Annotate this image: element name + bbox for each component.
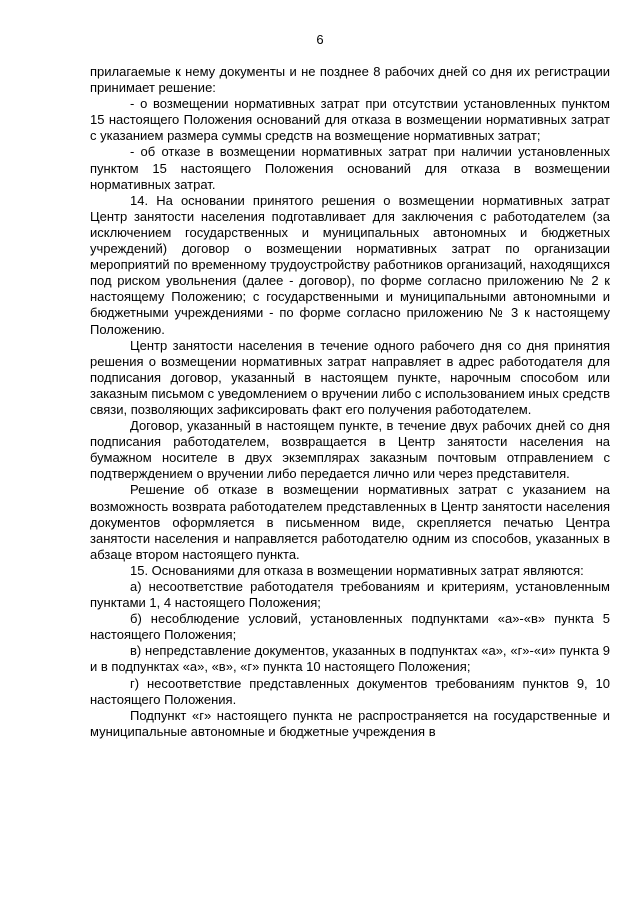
paragraph-decision-approve: - о возмещении нормативных затрат при отсутствии установленных пунктом 15 настоящего Положения оснований для отказа в возмещении нормативных затрат с указанием размера суммы средств на возмещение нормативных затрат; — [90, 96, 610, 144]
paragraph-item-15-g: г) несоответствие представленных документов требованиям пунктов 9, 10 настоящего Положения. — [90, 675, 610, 707]
paragraph-continuation: прилагаемые к нему документы и не позднее 8 рабочих дней со дня их регистрации принимает решение: — [90, 64, 610, 96]
paragraph-item-14-refusal: Решение об отказе в возмещении нормативных затрат с указанием на возможность возврата работодателем представленных в Центр занятости населения документов оформляется в письменном виде, скрепляется печатью Центра занятости населения и направляется работодателю одним из способов, указанных в абзаце втором настоящего пункта. — [90, 482, 610, 562]
paragraph-item-14-sending: Центр занятости населения в течение одного рабочего дня со дня принятия решения о возмещении нормативных затрат направляет в адрес работодателя для подписания договор, указанный в настоящем пункте, нарочным способом или заказным письмом с уведомлением о вручении либо с использованием иных средств связи, позволяющих зафиксировать факт его получения работодателем. — [90, 337, 610, 417]
paragraph-item-15: 15. Основаниями для отказа в возмещении нормативных затрат являются: — [130, 562, 584, 578]
paragraph-item-15-v: в) непредставление документов, указанных в подпунктах «а», «г»-«и» пункта 9 и в подпунктах «а», «в», «г» пункта 10 настоящего Положения; — [90, 643, 610, 675]
paragraph-decision-refuse: - об отказе в возмещении нормативных затрат при наличии установленных пунктом 15 настоящего Положения оснований для отказа в возмещении нормативных затрат. — [90, 144, 610, 192]
document-body — [90, 64, 610, 740]
page-number: 6 — [316, 32, 324, 47]
paragraph-item-14-return: Договор, указанный в настоящем пункте, в течение двух рабочих дней со дня подписания работодателем, возвращается в Центр занятости населения на бумажном носителе в двух экземплярах заказным почтовым отправлением с подтверждением о вручении либо передается лично или через представителя. — [90, 418, 610, 482]
paragraph-item-15-a: а) несоответствие работодателя требованиям и критериям, установленным пунктами 1, 4 настоящего Положения; — [90, 579, 610, 611]
paragraph-item-15-note: Подпункт «г» настоящего пункта не распространяется на государственные и муниципальные автономные и бюджетные учреждения в — [90, 707, 610, 739]
paragraph-item-14: 14. На основании принятого решения о возмещении нормативных затрат Центр занятости населения подготавливает для заключения с работодателем (за исключением государственных и муниципальных автономных и бюджетных учреждений) договор о возмещении нормативных затрат по организации мероприятий по временному трудоустройству работников организаций, находящихся под риском увольнения (далее - договор), по форме согласно приложению № 2 к настоящему Положению; с государственными и муниципальными автономными и бюджетными учреждениями - по форме согласно приложению № 3 к настоящему Положению. — [90, 192, 610, 337]
paragraph-item-15-b: б) несоблюдение условий, установленных подпунктами «а»-«в» пункта 5 настоящего Положения; — [90, 611, 610, 643]
